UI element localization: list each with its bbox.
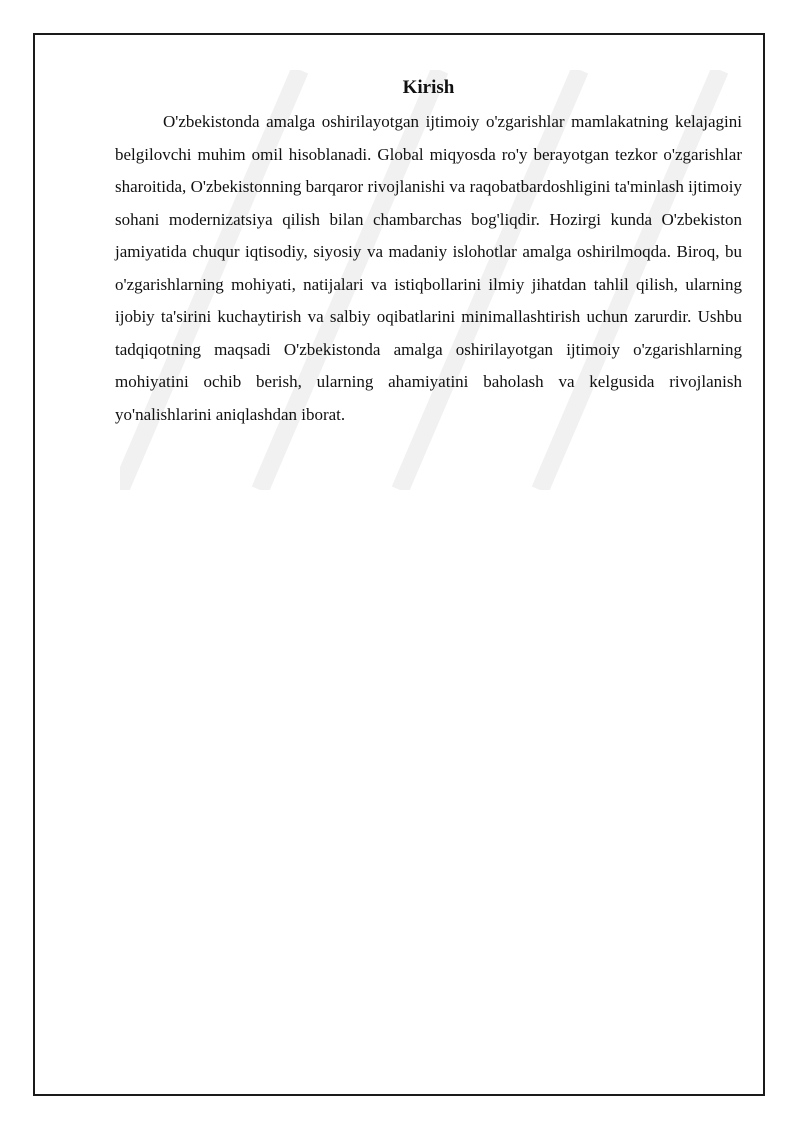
body-paragraph: O'zbekistonda amalga oshirilayotgan ijtimoiy o'zgarishlar mamlakatning kelajagini belgilovchi muhim omil hisoblanadi. Global miqyosda ro'y berayotgan tezkor o'zgarishlar sharoitida, O'zbekistonning barqaror rivojlanishi va raqobatbardoshligini ta'minlash ijtimoiy sohani modernizatsiya qilish bilan chambarchas bog'liqdir. Hozirgi kunda O'zbekiston jamiyatida chuqur iqtisodiy, siyosiy va madaniy islohotlar amalga oshirilmoqda. Biroq, bu o'zgarishlarning mohiyati, natijalari va istiqbollarini ilmiy jihatdan tahlil qilish, ularning ijobiy ta'sirini kuchaytirish va salbiy oqibatlarini minimallashtirish uchun zarurdir. Ushbu tadqiqotning maqsadi O'zbekistonda amalga oshirilayotgan ijtimoiy o'zgarishlarning mohiyatini ochib berish, ularning ahamiyatini baholash va kelgusida rivojlanish yo'nalishlarini aniqlashdan iborat. [115, 112, 742, 424]
document-title: Kirish [402, 77, 455, 98]
document-content [115, 74, 742, 431]
